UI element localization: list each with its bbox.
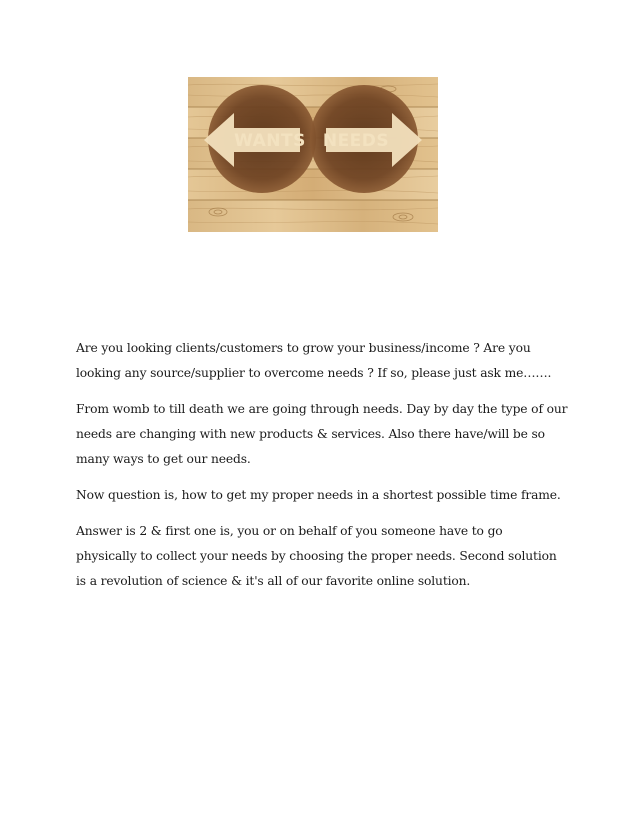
wood-sign-graphic bbox=[188, 77, 438, 232]
text-line: is a revolution of science & it's all of our favorite online solution. bbox=[76, 574, 471, 588]
text-line: Now question is, how to get my proper needs in a shortest possible time frame. bbox=[76, 488, 561, 502]
text-line: Are you looking clients/customers to grow your business/income ? Are you bbox=[76, 341, 531, 355]
text-line: many ways to get our needs. bbox=[76, 452, 251, 466]
text-line: needs are changing with new products & services. Also there have/will be so bbox=[76, 427, 545, 441]
needs-label: NEEDS bbox=[322, 131, 390, 151]
plank bbox=[188, 200, 438, 232]
paragraph-3 bbox=[76, 483, 576, 508]
paragraph-4 bbox=[76, 519, 576, 594]
paragraph-1 bbox=[76, 336, 576, 386]
text-line: looking any source/supplier to overcome needs ? If so, please just ask me……. bbox=[76, 366, 552, 380]
wants-needs-image bbox=[188, 77, 438, 232]
wants-label: WANTS bbox=[234, 131, 306, 151]
article-body bbox=[76, 336, 576, 605]
text-line: From womb to till death we are going through needs. Day by day the type of our bbox=[76, 402, 568, 416]
text-line: physically to collect your needs by choosing the proper needs. Second solution bbox=[76, 549, 557, 563]
text-line: Answer is 2 & first one is, you or on behalf of you someone have to go bbox=[76, 524, 503, 538]
paragraph-2 bbox=[76, 397, 576, 472]
